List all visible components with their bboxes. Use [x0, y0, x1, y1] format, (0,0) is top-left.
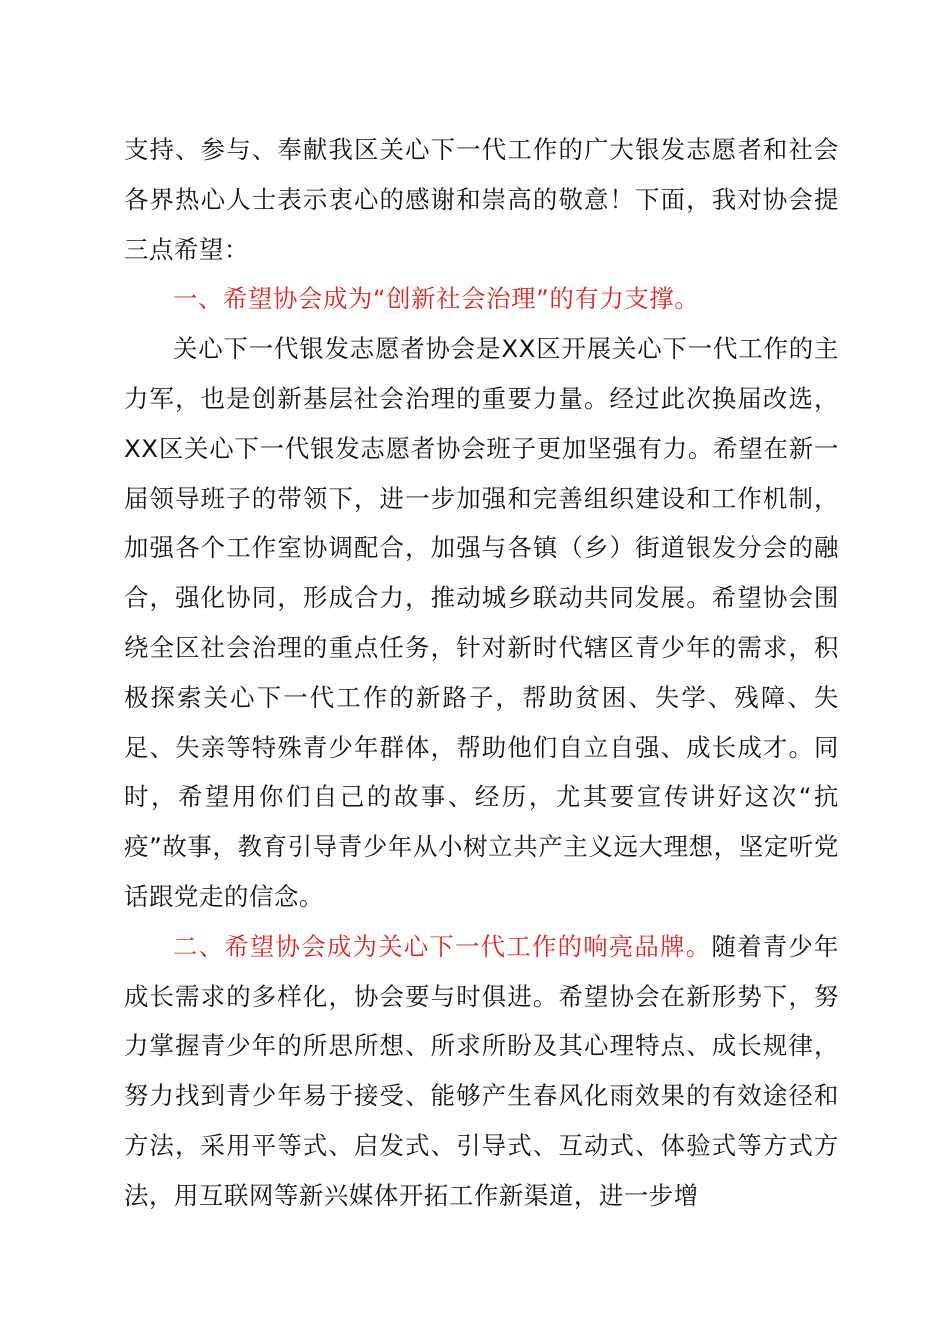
paragraph-intro: 支持、参与、奉献我区关心下一代工作的广大银发志愿者和社会各界热心人士表示衷心的感谢和崇高的敬意！下面，我对协会提三点希望：: [124, 135, 839, 264]
document-body: [124, 125, 839, 1221]
paragraph-section-2-text: 随着青少年成长需求的多样化，协会要与时俱进。希望协会在新形势下，努力掌握青少年的所思所想、所求所盼及其心理特点、成长规律，努力找到青少年易于接受、能够产生春风化雨效果的有效途径和方法，采用平等式、启发式、引导式、互动式、体验式等方式方法，用互联网等新兴媒体开拓工作新渠道，进一步增: [124, 931, 839, 1210]
paragraph-section-1: 关心下一代银发志愿者协会是XX区开展关心下一代工作的主力军，也是创新基层社会治理的重要力量。经过此次换届改选，XX区关心下一代银发志愿者协会班子更加坚强有力。希望在新一届领导班子的带领下，进一步加强和完善组织建设和工作机制，加强各个工作室协调配合，加强与各镇（乡）街道银发分会的融合，强化协同，形成合力，推动城乡联动共同发展。希望协会围绕全区社会治理的重点任务，针对新时代辖区青少年的需求，积极探索关心下一代工作的新路子，帮助贫困、失学、残障、失足、失亲等特殊青少年群体，帮助他们自立自强、成长成才。同时，希望用你们自己的故事、经历，尤其要宣传讲好这次“抗疫”故事，教育引导青少年从小树立共产主义远大理想，坚定听党话跟党走的信念。: [124, 334, 839, 911]
section-heading-1: 一、希望协会成为“创新社会治理”的有力支撑。: [173, 284, 700, 314]
section-heading-2: 二、希望协会成为关心下一代工作的响亮品牌。: [173, 931, 712, 961]
paragraph-section-2: [124, 922, 839, 1221]
